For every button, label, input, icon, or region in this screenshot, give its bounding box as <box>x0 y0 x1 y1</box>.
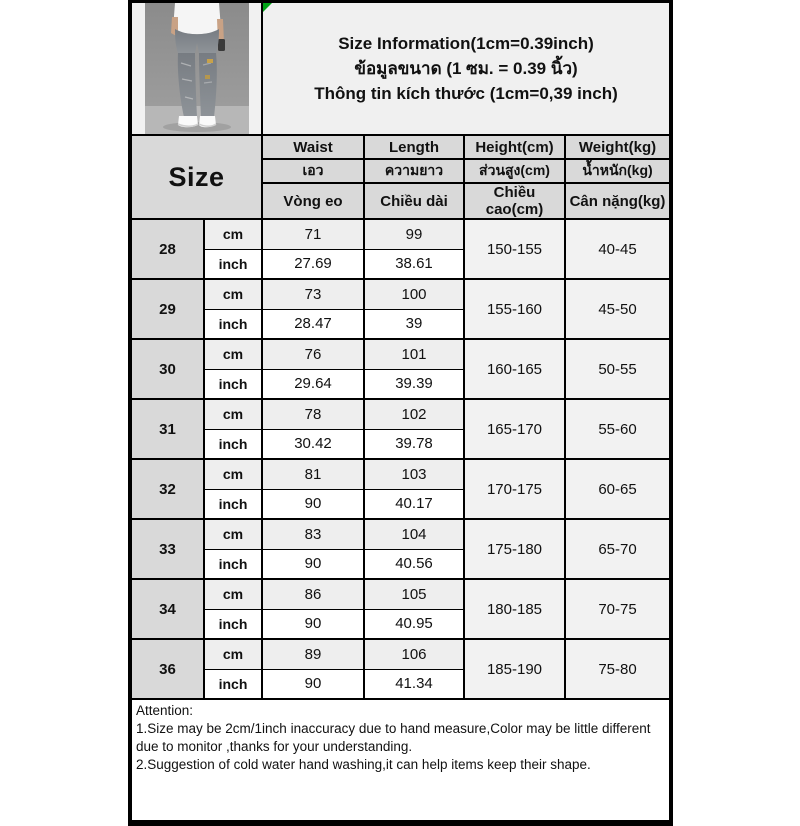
title-thai: ข้อมูลขนาด (1 ซม. = 0.39 นิ้ว) <box>354 59 578 78</box>
size-cell: 30 <box>131 339 204 399</box>
unit-cm-cell: cm <box>204 219 262 249</box>
length-inch-cell: 40.56 <box>364 549 464 579</box>
size-table <box>130 1 671 822</box>
waist-cm-cell: 83 <box>262 519 364 549</box>
weight-cell: 50-55 <box>565 339 670 399</box>
weight-cell: 55-60 <box>565 399 670 459</box>
length-cm-cell: 106 <box>364 639 464 669</box>
attention-title: Attention: <box>136 703 194 718</box>
waist-header-th: เอว <box>262 159 364 183</box>
size-row-31-cm <box>131 399 670 429</box>
length-cm-cell: 100 <box>364 279 464 309</box>
length-header-en: Length <box>364 135 464 159</box>
height-cell: 175-180 <box>464 519 565 579</box>
weight-header-th: น้ำหนัก(kg) <box>565 159 670 183</box>
size-row-34-cm <box>131 579 670 609</box>
unit-cm-cell: cm <box>204 459 262 489</box>
size-cell: 29 <box>131 279 204 339</box>
unit-inch-cell: inch <box>204 249 262 279</box>
height-cell: 155-160 <box>464 279 565 339</box>
unit-cm-cell: cm <box>204 339 262 369</box>
weight-cell: 60-65 <box>565 459 670 519</box>
unit-inch-cell: inch <box>204 669 262 699</box>
height-cell: 170-175 <box>464 459 565 519</box>
height-cell: 185-190 <box>464 639 565 699</box>
size-header: Size <box>131 135 262 219</box>
waist-cm-cell: 71 <box>262 219 364 249</box>
size-cell: 36 <box>131 639 204 699</box>
attention-line-2: 2.Suggestion of cold water hand washing,it can help items keep their shape. <box>136 757 591 772</box>
height-header-en: Height(cm) <box>464 135 565 159</box>
length-cm-cell: 99 <box>364 219 464 249</box>
waist-cm-cell: 78 <box>262 399 364 429</box>
height-cell: 150-155 <box>464 219 565 279</box>
height-cell: 160-165 <box>464 339 565 399</box>
unit-cm-cell: cm <box>204 279 262 309</box>
waist-cm-cell: 73 <box>262 279 364 309</box>
size-chart-sheet <box>128 0 673 826</box>
length-inch-cell: 40.17 <box>364 489 464 519</box>
waist-inch-cell: 90 <box>262 549 364 579</box>
unit-inch-cell: inch <box>204 429 262 459</box>
height-header-vi: Chiều cao(cm) <box>464 183 565 219</box>
attention-line-1: 1.Size may be 2cm/1inch inaccuracy due to hand measure,Color may be little different due to monitor ,thanks for your understanding. <box>136 721 651 754</box>
height-cell: 180-185 <box>464 579 565 639</box>
unit-inch-cell: inch <box>204 369 262 399</box>
unit-cm-cell: cm <box>204 639 262 669</box>
waist-inch-cell: 90 <box>262 609 364 639</box>
height-header-th: ส่วนสูง(cm) <box>464 159 565 183</box>
size-cell: 31 <box>131 399 204 459</box>
waist-inch-cell: 29.64 <box>262 369 364 399</box>
size-cell: 28 <box>131 219 204 279</box>
unit-inch-cell: inch <box>204 309 262 339</box>
length-inch-cell: 41.34 <box>364 669 464 699</box>
waist-cm-cell: 89 <box>262 639 364 669</box>
waist-cm-cell: 76 <box>262 339 364 369</box>
size-cell: 32 <box>131 459 204 519</box>
size-cell: 33 <box>131 519 204 579</box>
weight-cell: 75-80 <box>565 639 670 699</box>
length-cm-cell: 104 <box>364 519 464 549</box>
length-cm-cell: 103 <box>364 459 464 489</box>
unit-inch-cell: inch <box>204 549 262 579</box>
title-cell <box>262 2 670 135</box>
unit-inch-cell: inch <box>204 609 262 639</box>
weight-cell: 65-70 <box>565 519 670 579</box>
weight-cell: 40-45 <box>565 219 670 279</box>
length-header-th: ความยาว <box>364 159 464 183</box>
header-row-english <box>131 135 670 159</box>
length-header-vi: Chiều dài <box>364 183 464 219</box>
waist-inch-cell: 28.47 <box>262 309 364 339</box>
green-corner-flag-icon <box>263 3 272 12</box>
size-row-36-cm <box>131 639 670 669</box>
waist-cm-cell: 81 <box>262 459 364 489</box>
unit-cm-cell: cm <box>204 519 262 549</box>
waist-inch-cell: 30.42 <box>262 429 364 459</box>
length-inch-cell: 39.39 <box>364 369 464 399</box>
weight-header-en: Weight(kg) <box>565 135 670 159</box>
size-rows <box>131 219 670 699</box>
length-inch-cell: 38.61 <box>364 249 464 279</box>
length-inch-cell: 39 <box>364 309 464 339</box>
unit-cm-cell: cm <box>204 399 262 429</box>
attention-row <box>131 699 670 821</box>
unit-cm-cell: cm <box>204 579 262 609</box>
waist-header-en: Waist <box>262 135 364 159</box>
weight-cell: 70-75 <box>565 579 670 639</box>
title-vietnamese: Thông tin kích thước (1cm=0,39 inch) <box>314 84 618 103</box>
top-block <box>131 2 670 135</box>
size-row-28-cm <box>131 219 670 249</box>
waist-inch-cell: 27.69 <box>262 249 364 279</box>
size-row-32-cm <box>131 459 670 489</box>
length-cm-cell: 102 <box>364 399 464 429</box>
attention-note <box>131 699 670 821</box>
weight-cell: 45-50 <box>565 279 670 339</box>
jeans-product-image <box>145 3 249 134</box>
size-row-29-cm <box>131 279 670 309</box>
size-row-30-cm <box>131 339 670 369</box>
product-photo-cell <box>131 2 262 135</box>
size-row-33-cm <box>131 519 670 549</box>
length-inch-cell: 39.78 <box>364 429 464 459</box>
weight-header-vi: Cân nặng(kg) <box>565 183 670 219</box>
length-cm-cell: 105 <box>364 579 464 609</box>
length-inch-cell: 40.95 <box>364 609 464 639</box>
waist-inch-cell: 90 <box>262 669 364 699</box>
waist-cm-cell: 86 <box>262 579 364 609</box>
size-cell: 34 <box>131 579 204 639</box>
title-english: Size Information(1cm=0.39inch) <box>338 34 594 53</box>
waist-inch-cell: 90 <box>262 489 364 519</box>
length-cm-cell: 101 <box>364 339 464 369</box>
height-cell: 165-170 <box>464 399 565 459</box>
unit-inch-cell: inch <box>204 489 262 519</box>
waist-header-vi: Vòng eo <box>262 183 364 219</box>
